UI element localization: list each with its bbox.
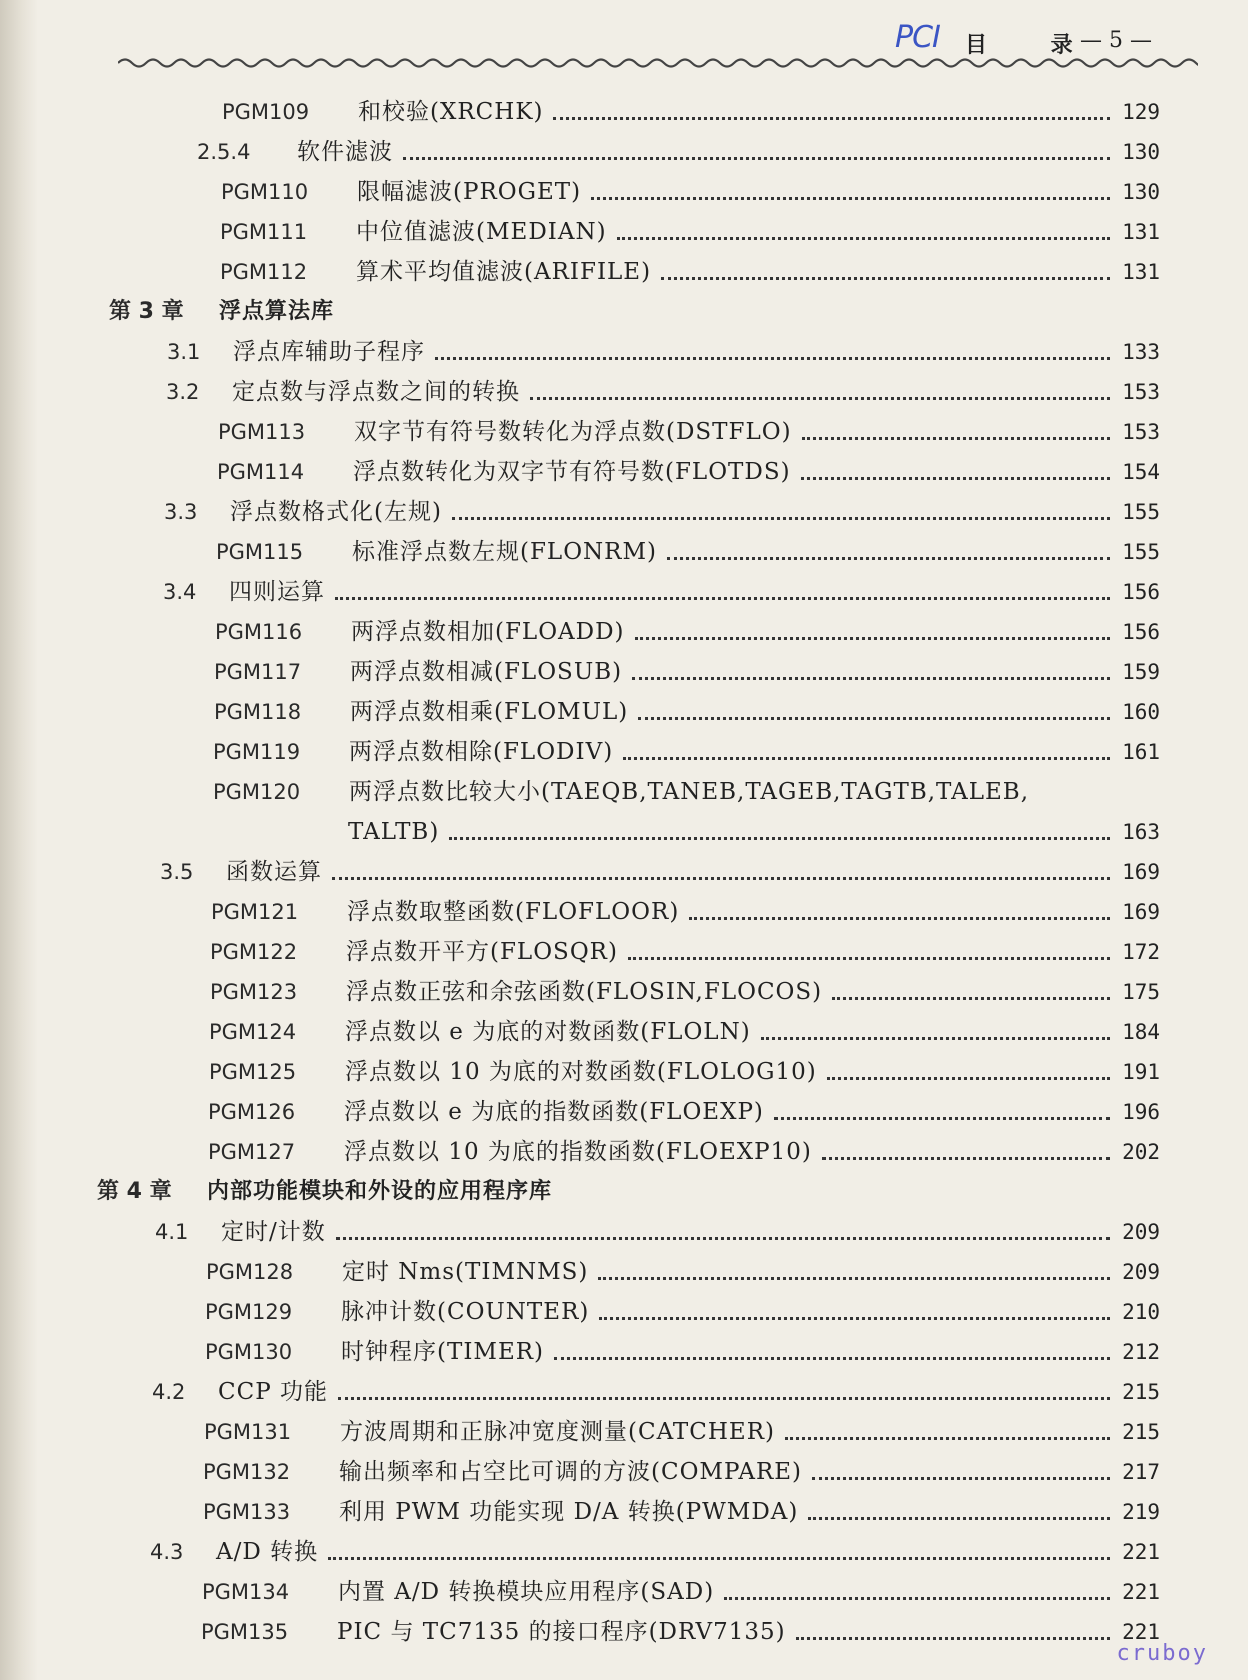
entry-number: PGM130 <box>205 1340 293 1364</box>
entry-number: 3.3 <box>164 500 198 524</box>
entry-number: PGM110 <box>221 180 309 204</box>
entry-title: 限幅滤波(PROGET) <box>357 179 582 205</box>
entry-number: 3.1 <box>167 340 201 364</box>
entry-title: 浮点库辅助子程序 <box>233 339 425 365</box>
dot-leader <box>553 117 1110 120</box>
entry-number: 2.5.4 <box>197 140 251 164</box>
toc-entry-row <box>216 526 1160 566</box>
toc-entry-row <box>214 646 1160 686</box>
dot-leader <box>403 157 1110 160</box>
dot-leader <box>667 557 1110 560</box>
dot-leader <box>832 997 1110 1000</box>
entry-title: 浮点算法库 <box>219 299 335 324</box>
entry-number: PGM109 <box>222 100 310 124</box>
entry-number: 第 3 章 <box>109 299 184 324</box>
entry-page: 155 <box>1122 500 1160 524</box>
entry-number: PGM113 <box>218 420 306 444</box>
entry-number: PGM126 <box>208 1100 296 1124</box>
entry-title: 两浮点数相加(FLOADD) <box>351 619 625 645</box>
dot-leader <box>623 757 1110 760</box>
page-number: — 5 — <box>1080 28 1152 53</box>
dot-leader <box>812 1477 1110 1480</box>
entry-title: CCP 功能 <box>218 1379 328 1405</box>
dot-leader <box>808 1517 1110 1520</box>
entry-page: 212 <box>1122 1340 1160 1364</box>
entry-title: A/D 转换 <box>216 1539 319 1565</box>
entry-page: 153 <box>1122 420 1160 444</box>
dot-leader <box>591 197 1110 200</box>
dot-leader <box>617 237 1110 240</box>
entry-title: TALTB) <box>348 819 440 845</box>
dot-leader <box>724 1597 1110 1600</box>
dot-leader <box>530 397 1110 400</box>
toc-entry-row <box>209 1046 1160 1086</box>
entry-number: 4.2 <box>152 1380 186 1404</box>
entry-title: 浮点数取整函数(FLOFLOOR) <box>347 899 680 925</box>
toc-entry-row <box>210 966 1160 1006</box>
dot-leader <box>822 1157 1110 1160</box>
entry-page: 196 <box>1122 1100 1160 1124</box>
toc-entry-row <box>163 566 1160 606</box>
entry-title: 两浮点数相减(FLOSUB) <box>350 659 623 685</box>
entry-number: PGM134 <box>202 1580 290 1604</box>
entry-page: 169 <box>1122 860 1160 884</box>
entry-page: 163 <box>1122 820 1160 844</box>
dot-leader <box>796 1637 1110 1640</box>
entry-page: 209 <box>1122 1220 1160 1244</box>
entry-page: 153 <box>1122 380 1160 404</box>
entry-title: 脉冲计数(COUNTER) <box>341 1299 590 1325</box>
entry-title: 两浮点数相乘(FLOMUL) <box>350 699 629 725</box>
dot-leader <box>632 677 1110 680</box>
entry-title: 定时 Nms(TIMNMS) <box>342 1259 589 1285</box>
entry-page: 221 <box>1122 1620 1160 1644</box>
toc-entry-row <box>218 406 1160 446</box>
toc-entry-row <box>203 1486 1160 1526</box>
entry-page: 160 <box>1122 700 1160 724</box>
entry-title: 输出频率和占空比可调的方波(COMPARE) <box>339 1459 803 1485</box>
toc-entry-row <box>155 1206 1160 1246</box>
toc-entry-row <box>197 126 1160 166</box>
entry-title: 浮点数正弦和余弦函数(FLOSIN,FLOCOS) <box>346 979 823 1005</box>
toc-entry-row <box>209 1006 1160 1046</box>
entry-title: 两浮点数比较大小(TAEQB,TANEB,TAGEB,TAGTB,TALEB, <box>349 779 1030 805</box>
entry-page: 184 <box>1122 1020 1160 1044</box>
toc-entry-row <box>205 1326 1160 1366</box>
toc-entry-row <box>222 86 1160 126</box>
dot-leader <box>801 477 1110 480</box>
entry-title: 浮点数以 10 为底的对数函数(FLOLOG10) <box>345 1059 817 1085</box>
dot-leader <box>599 1317 1110 1320</box>
dot-leader <box>332 877 1110 880</box>
entry-page: 130 <box>1122 140 1160 164</box>
entry-page: 130 <box>1122 180 1160 204</box>
entry-page: 155 <box>1122 540 1160 564</box>
entry-page: 210 <box>1122 1300 1160 1324</box>
entry-page: 131 <box>1122 260 1160 284</box>
toc-entry-row <box>220 206 1160 246</box>
toc-entry-row <box>215 606 1160 646</box>
entry-title: 内部功能模块和外设的应用程序库 <box>207 1179 553 1204</box>
entry-number: PGM116 <box>215 620 303 644</box>
entry-title: 浮点数格式化(左规) <box>230 499 442 525</box>
entry-number: PGM132 <box>203 1460 291 1484</box>
entry-number: PGM127 <box>208 1140 296 1164</box>
entry-page: 161 <box>1122 740 1160 764</box>
entry-title: 浮点数以 e 为底的对数函数(FLOLN) <box>345 1019 751 1045</box>
toc-entry-row <box>201 1606 1160 1646</box>
toc-entry-row <box>150 1526 1160 1566</box>
entry-title: 浮点数开平方(FLOSQR) <box>346 939 618 965</box>
entry-page: 156 <box>1122 620 1160 644</box>
entry-number: PGM121 <box>211 900 299 924</box>
entry-number: PGM123 <box>210 980 298 1004</box>
entry-title: 软件滤波 <box>297 139 393 165</box>
toc-entry-row <box>202 1566 1160 1606</box>
entry-page: 191 <box>1122 1060 1160 1084</box>
dot-leader <box>785 1437 1110 1440</box>
entry-page: 129 <box>1122 100 1160 124</box>
entry-number: PGM119 <box>213 740 301 764</box>
dot-leader <box>635 637 1110 640</box>
entry-page: 159 <box>1122 660 1160 684</box>
entry-number: PGM115 <box>216 540 304 564</box>
entry-page: 209 <box>1122 1260 1160 1284</box>
toc-chapter-row <box>109 286 1160 326</box>
entry-title: 时钟程序(TIMER) <box>341 1339 545 1365</box>
dot-leader <box>449 837 1110 840</box>
entry-number: PGM118 <box>214 700 302 724</box>
entry-page: 131 <box>1122 220 1160 244</box>
entry-title: 中位值滤波(MEDIAN) <box>356 219 607 245</box>
entry-number: PGM117 <box>214 660 302 684</box>
entry-title: 函数运算 <box>226 859 322 885</box>
entry-number: 3.5 <box>160 860 194 884</box>
dot-leader <box>554 1357 1110 1360</box>
toc-entry-row <box>203 1446 1160 1486</box>
entry-page: 219 <box>1122 1500 1160 1524</box>
entry-page: 133 <box>1122 340 1160 364</box>
entry-title: 方波周期和正脉冲宽度测量(CATCHER) <box>340 1419 775 1445</box>
entry-title: 标准浮点数左规(FLONRM) <box>352 539 658 565</box>
dot-leader <box>435 357 1110 360</box>
entry-number: PGM124 <box>209 1020 297 1044</box>
entry-title: 双字节有符号数转化为浮点数(DSTFLO) <box>354 419 792 445</box>
entry-number: PGM133 <box>203 1500 291 1524</box>
entry-title: PIC 与 TC7135 的接口程序(DRV7135) <box>337 1619 786 1645</box>
entry-number: PGM112 <box>220 260 308 284</box>
entry-page: 215 <box>1122 1380 1160 1404</box>
toc-entry-row <box>160 846 1160 886</box>
toc-entry-row <box>206 1246 1160 1286</box>
entry-number: 3.2 <box>166 380 200 404</box>
entry-number: PGM125 <box>209 1060 297 1084</box>
entry-page: 172 <box>1122 940 1160 964</box>
entry-number: PGM135 <box>201 1620 289 1644</box>
entry-number: 3.4 <box>163 580 197 604</box>
dot-leader <box>661 277 1110 280</box>
entry-number: PGM129 <box>205 1300 293 1324</box>
dot-leader <box>689 917 1110 920</box>
dot-leader <box>638 717 1110 720</box>
entry-number: PGM114 <box>217 460 305 484</box>
entry-title: 浮点数以 10 为底的指数函数(FLOEXP10) <box>344 1139 812 1165</box>
dot-leader <box>335 597 1110 600</box>
toc-entry-row <box>164 486 1160 526</box>
toc-entry-row <box>166 366 1160 406</box>
toc-entry-row <box>167 326 1160 366</box>
toc-entry-row <box>221 166 1160 206</box>
dot-leader <box>338 1397 1110 1400</box>
dot-leader <box>827 1077 1110 1080</box>
toc-entry-row <box>208 1126 1160 1166</box>
watermark: cruboy <box>1116 1641 1208 1666</box>
entry-page: 215 <box>1122 1420 1160 1444</box>
entry-title: 两浮点数相除(FLODIV) <box>349 739 614 765</box>
toc-entry-row <box>213 726 1160 766</box>
running-title: 目 录 <box>965 32 1101 58</box>
entry-number: PGM128 <box>206 1260 294 1284</box>
entry-page: 217 <box>1122 1460 1160 1484</box>
entry-number: PGM122 <box>210 940 298 964</box>
toc-entry-row <box>204 1406 1160 1446</box>
entry-page: 175 <box>1122 980 1160 1004</box>
entry-title: 浮点数转化为双字节有符号数(FLOTDS) <box>353 459 791 485</box>
entry-page: 202 <box>1122 1140 1160 1164</box>
toc-entry-row <box>217 446 1160 486</box>
entry-title: 四则运算 <box>229 579 325 605</box>
entry-title: 利用 PWM 功能实现 D/A 转换(PWMDA) <box>339 1499 799 1525</box>
entry-number: PGM131 <box>204 1420 292 1444</box>
toc-entry-row <box>220 246 1160 286</box>
decorative-wavy-rule <box>118 56 1198 70</box>
dot-leader <box>802 437 1110 440</box>
toc-entry-row <box>210 926 1160 966</box>
entry-number: 第 4 章 <box>97 1179 172 1204</box>
entry-page: 154 <box>1122 460 1160 484</box>
dot-leader <box>452 517 1110 520</box>
toc-entry-row <box>211 886 1160 926</box>
entry-number: PGM111 <box>220 220 308 244</box>
dot-leader <box>774 1117 1110 1120</box>
entry-title: 浮点数以 e 为底的指数函数(FLOEXP) <box>344 1099 764 1125</box>
dot-leader <box>336 1237 1110 1240</box>
book-binding-shadow <box>0 0 38 1680</box>
entry-title: 和校验(XRCHK) <box>358 99 544 125</box>
entry-title: 定点数与浮点数之间的转换 <box>232 379 520 405</box>
entry-title: 算术平均值滤波(ARIFILE) <box>356 259 652 285</box>
entry-page: 169 <box>1122 900 1160 924</box>
toc-chapter-row <box>97 1166 1160 1206</box>
toc-entry-row <box>208 1086 1160 1126</box>
dot-leader <box>598 1277 1110 1280</box>
entry-page: 221 <box>1122 1540 1160 1564</box>
dot-leader <box>761 1037 1110 1040</box>
entry-title: 内置 A/D 转换模块应用程序(SAD) <box>338 1579 715 1605</box>
entry-number: 4.1 <box>155 1220 189 1244</box>
toc-entry-row <box>212 806 1160 846</box>
dot-leader <box>328 1557 1110 1560</box>
entry-number: PGM120 <box>213 780 301 804</box>
toc-entry-row <box>152 1366 1160 1406</box>
entry-page: 156 <box>1122 580 1160 604</box>
toc-entry-row <box>205 1286 1160 1326</box>
toc-entry-row <box>213 766 1160 806</box>
entry-number: 4.3 <box>150 1540 184 1564</box>
handwritten-note: PCI <box>895 20 940 55</box>
toc-entry-row <box>214 686 1160 726</box>
entry-page: 221 <box>1122 1580 1160 1604</box>
entry-title: 定时/计数 <box>221 1219 326 1245</box>
dot-leader <box>628 957 1110 960</box>
